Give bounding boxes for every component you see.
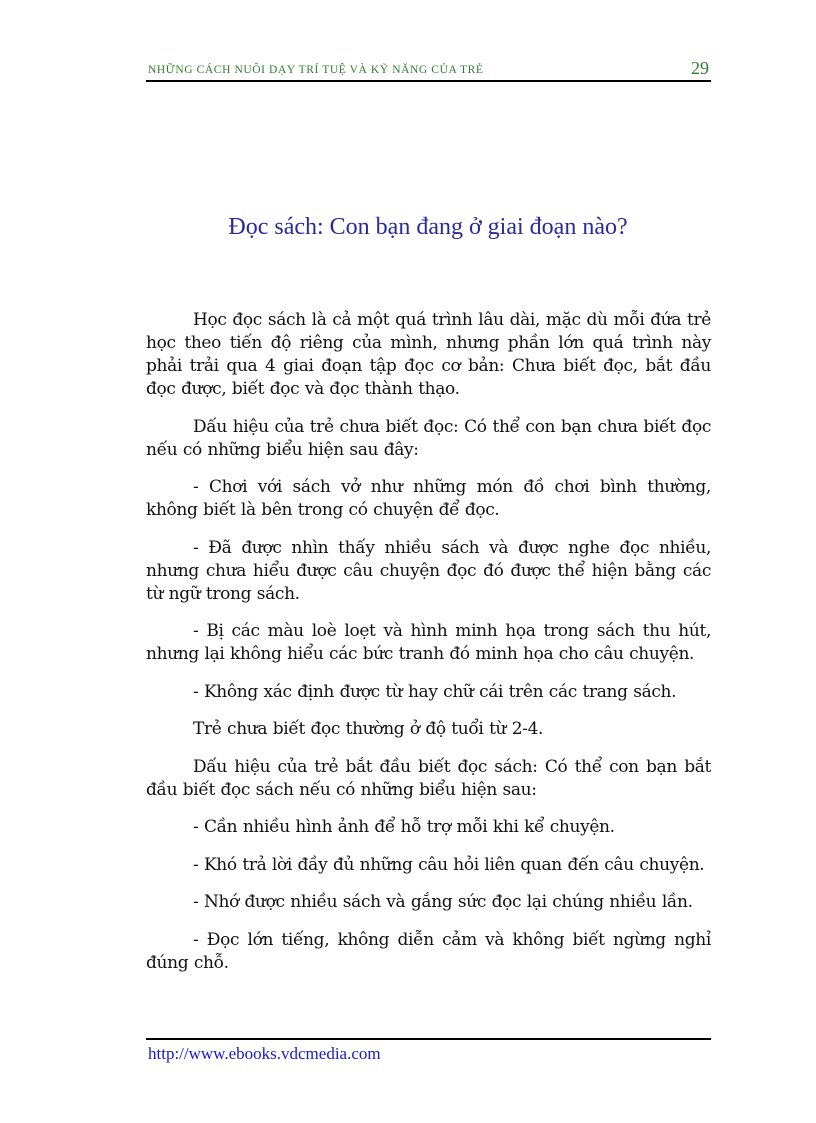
paragraph-list-item: - Nhớ được nhiều sách và gắng sức đọc lại chúng nhiều lần. bbox=[193, 892, 693, 912]
paragraph-list-item: - Bị các màu loè loẹt và hình minh họa trong sách thu hút, nhưng lại không hiểu các bức tranh đó minh họa cho câu chuyện. bbox=[146, 621, 711, 664]
paragraph-list-item: - Cần nhiều hình ảnh để hỗ trợ mỗi khi kể chuyện. bbox=[193, 817, 615, 837]
body-text bbox=[146, 309, 711, 989]
paragraph-age-note: Trẻ chưa biết đọc thường ở độ tuổi từ 2-4. bbox=[193, 719, 544, 739]
paragraph-list-item: - Khó trả lời đầy đủ những câu hỏi liên quan đến câu chuyện. bbox=[193, 854, 705, 875]
paragraph-list-item: - Đã được nhìn thấy nhiều sách và được nghe đọc nhiều, nhưng chưa hiểu được câu chuyện đọc đó được thể hiện bằng các từ ngữ trong sách. bbox=[146, 537, 711, 604]
running-header-title: NHỮNG CÁCH NUÔI DẠY TRÍ TUỆ VÀ KỸ NĂNG CỦA TRẺ bbox=[148, 64, 484, 76]
paragraph-intro: Học đọc sách là cả một quá trình lâu dài, mặc dù mỗi đứa trẻ học theo tiến độ riêng của mình, nhưng phần lớn quá trình này phải trải qua 4 giai đoạn tập đọc cơ bản: Chưa biết đọc, bắt đầu đọc được, biết đọc và đọc thành thạo. bbox=[146, 310, 711, 399]
paragraph-non-reader-signs: Dấu hiệu của trẻ chưa biết đọc: Có thể con bạn chưa biết đọc nếu có những biểu hiện sau đây: bbox=[146, 416, 711, 460]
page-number: 29 bbox=[691, 58, 709, 78]
paragraph-list-item: - Chơi với sách vở như những món đồ chơi bình thường, không biết là bên trong có chuyện để đọc. bbox=[146, 477, 711, 520]
footer-website-link[interactable]: http://www.ebooks.vdcmedia.com bbox=[148, 1044, 381, 1063]
running-header bbox=[146, 58, 711, 82]
chapter-title: Đọc sách: Con bạn đang ở giai đoạn nào? bbox=[228, 214, 628, 240]
paragraph-list-item: - Đọc lớn tiếng, không diễn cảm và không biết ngừng nghỉ đúng chỗ. bbox=[146, 929, 711, 973]
footer-divider bbox=[146, 1038, 711, 1040]
header-divider bbox=[146, 80, 711, 82]
paragraph-list-item: - Không xác định được từ hay chữ cái trên các trang sách. bbox=[193, 681, 677, 702]
paragraph-beginner-signs: Dấu hiệu của trẻ bắt đầu biết đọc sách: Có thể con bạn bắt đầu biết đọc sách nếu có những biểu hiện sau: bbox=[146, 756, 711, 800]
